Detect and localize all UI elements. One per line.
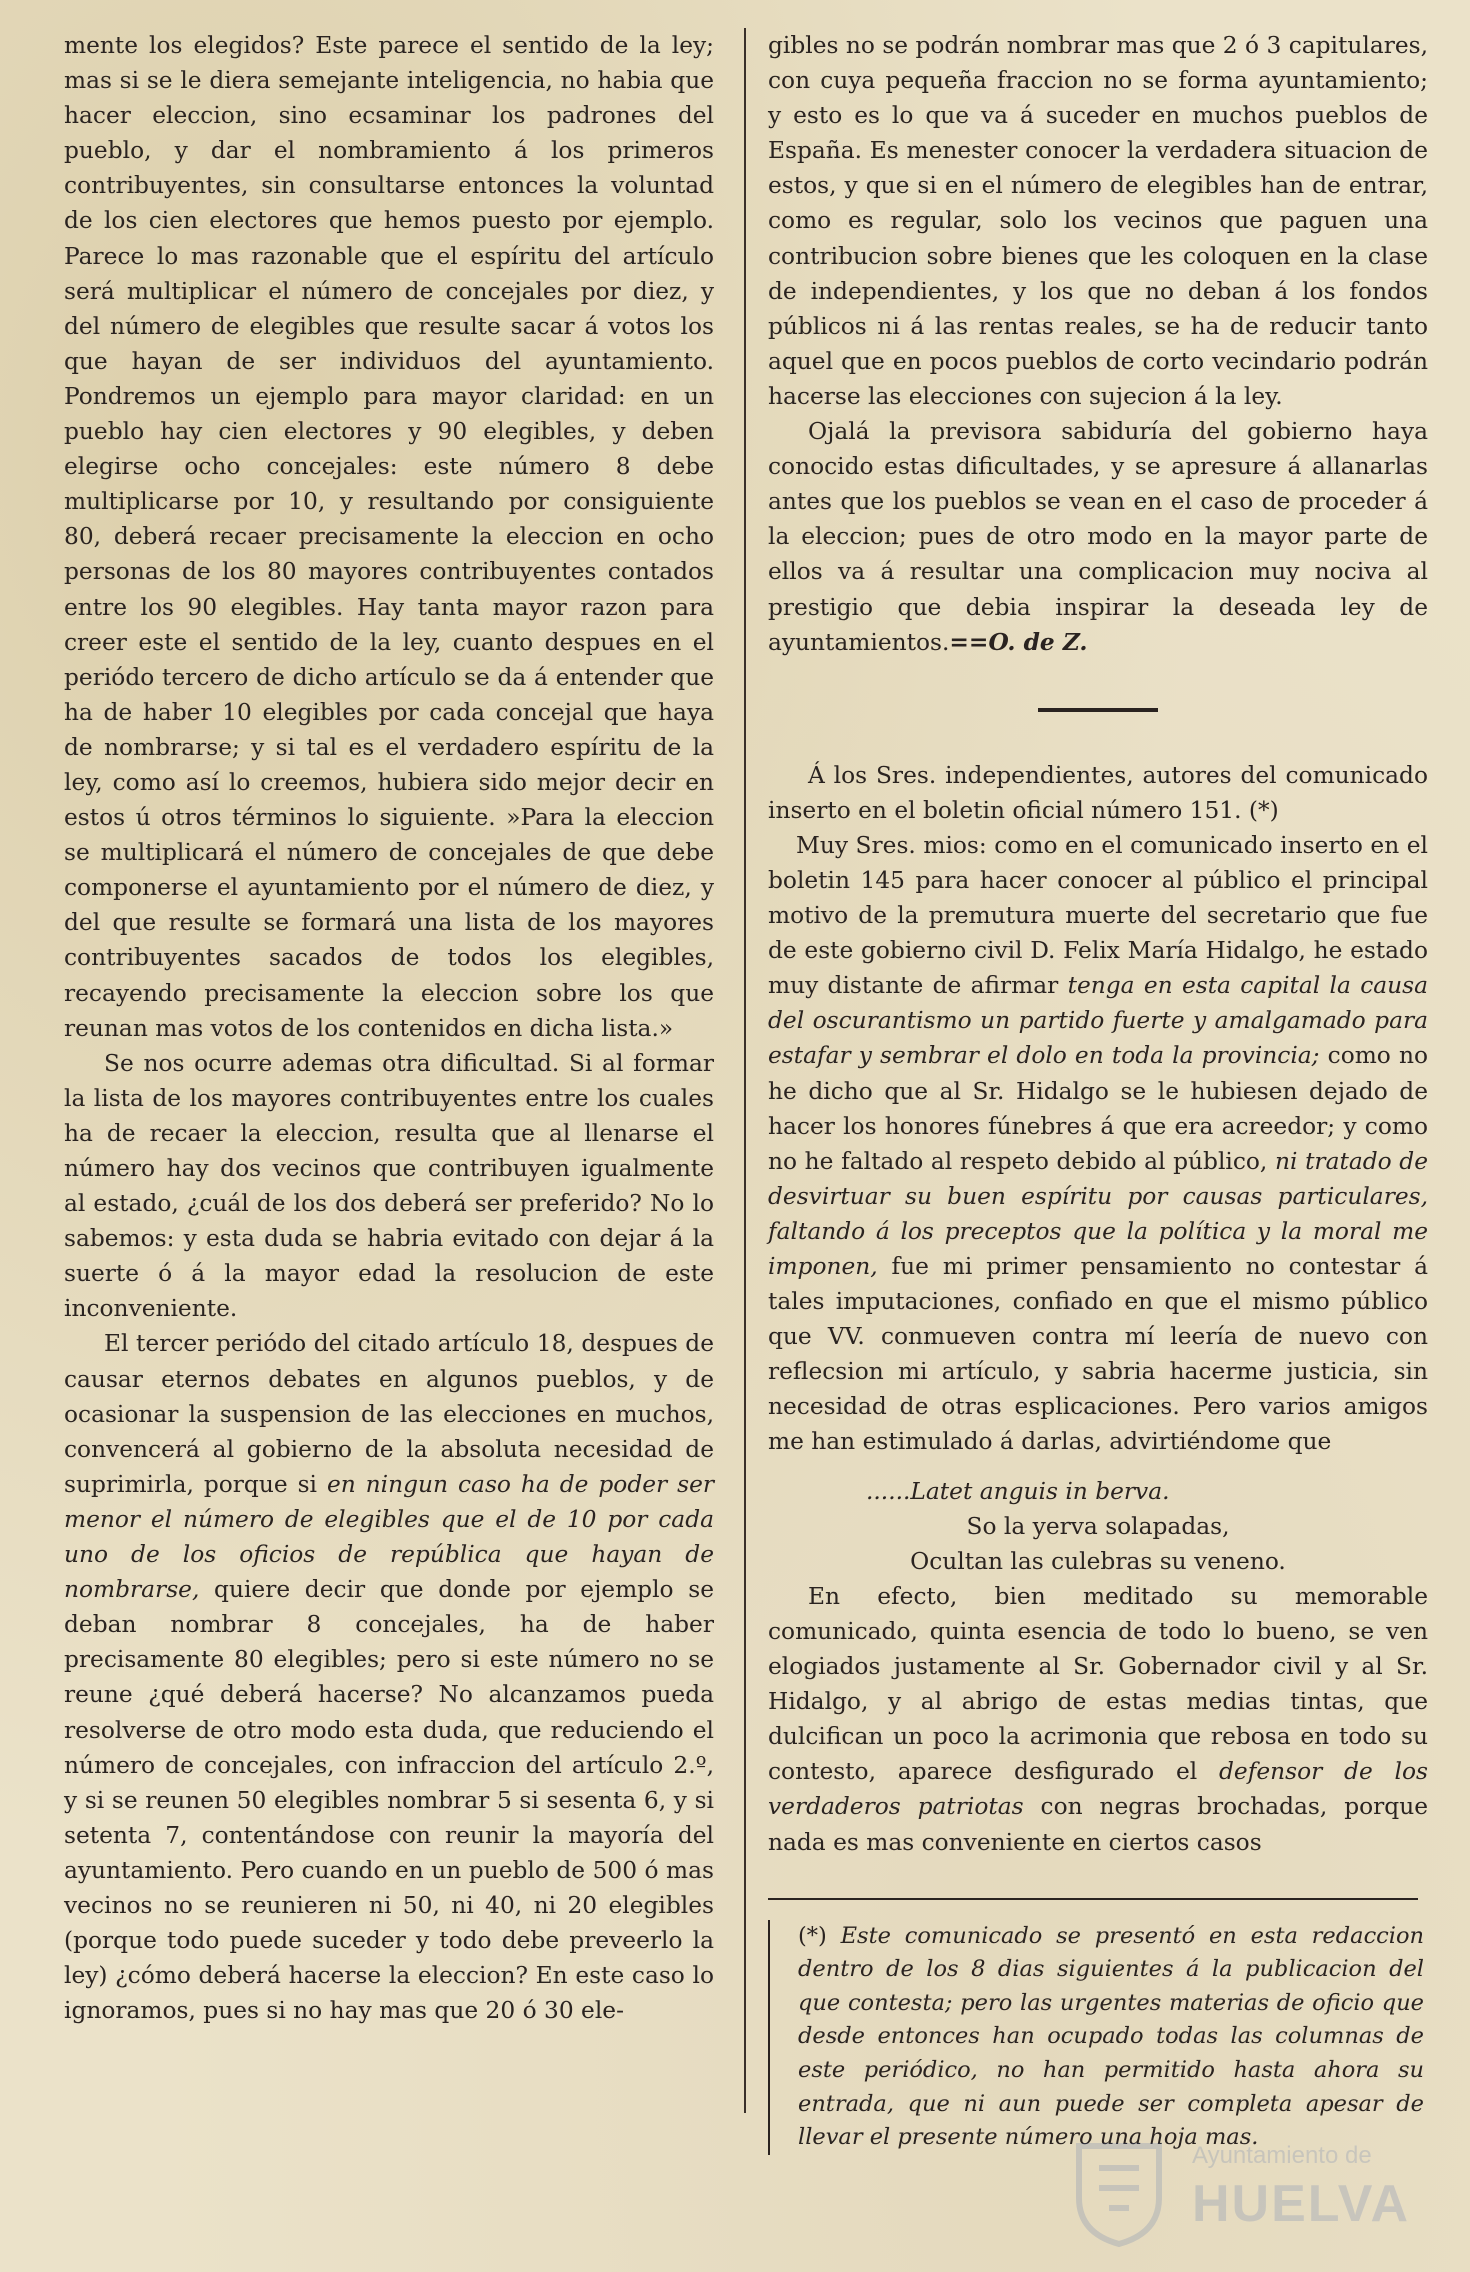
city-emblem-icon: [1064, 2138, 1174, 2248]
letter-p2-italic: defensor de los verdaderos patriotas: [768, 1758, 1428, 1821]
letter-salutation: Muy Sres. mios:: [796, 831, 987, 859]
section-rule: [1038, 708, 1158, 712]
letter-p1-c: fue mi primer pensamiento no contestar á tales imputaciones, confiado en que el mismo público que VV. conmueven contra mí leería de nuevo con reflecsion mi artículo, y sabria hacerme justicia, sin necesidad de otras esplicaciones. Pero varios amigos me han estimulado á darlas, advirtiéndome que: [768, 1253, 1428, 1456]
watermark-line-1: Ayuntamiento de: [1192, 2142, 1372, 2169]
article-signature: ==O. de Z.: [949, 628, 1088, 656]
letter-paragraph-1: [768, 828, 1428, 1460]
quote-latin-text: ......Latet anguis in berva.: [866, 1477, 1170, 1505]
letter-p2-b: con negras brochadas, porque nada es mas conveniente en ciertos casos: [768, 1793, 1428, 1856]
letter-paragraph-2: [768, 1579, 1428, 1860]
letter-heading: Á los Sres. independientes, autores del comunicado inserto en el boletin oficial número 151. (*): [768, 761, 1428, 824]
footnote-rule: [768, 1898, 1418, 1900]
letter-p1-b: como no he dicho que al Sr. Hidalgo se le hubiesen dejado de hacer los honores fúnebres á que era acreedor; y como no he faltado al respeto debido al público,: [768, 1042, 1428, 1175]
right-column: [768, 28, 1428, 2155]
footnote-text: Este comunicado se presentó en esta redaccion dentro de los 8 dias siguientes á la publicacion del que contesta; pero las urgentes materias de oficio que desde entonces han ocupado todas las columnas de este periódico, no han permitido hasta ahora su entrada, que ni aun puede ser completa apesar de llevar el presente número una hoja mas.: [798, 1922, 1425, 2151]
quote-spanish-2: Ocultan las culebras su veneno.: [910, 1547, 1286, 1575]
letter-p2-a: En efecto, bien meditado su memorable comunicado, quinta esencia de todo lo bueno, se ven elogiados justamente al Sr. Gobernador civil y al Sr. Hidalgo, y al abrigo de estas medias tintas, que dulcifican un poco la acrimonia que rebosa en todo su contesto, aparece desfigurado el: [768, 1582, 1428, 1786]
left-paragraph-3: [64, 1326, 714, 2028]
left-paragraph-3-italic: en ningun caso ha de poder ser menor el número de elegibles que el de 10 por cada uno de los oficios de república que hayan de nombrarse,: [64, 1470, 714, 1604]
letter-p1-italic-1: tenga en esta capital la causa del oscurantismo un partido fuerte y amalgamado para estafar y sembrar el dolo en toda la provincia;: [768, 972, 1428, 1070]
right-paragraph-1: gibles no se podrán nombrar mas que 2 ó 3 capitulares, con cuya pequeña fraccion no se forma ayuntamiento; y esto es lo que va á suceder en muchos pueblos de España. Es menester conocer la verdadera situacion de estos, y que si en el número de elegibles han de entrar, como es regular, solo los vecinos que paguen una contribucion sobre bienes que les coloquen en la clase de independientes, y los que no deban á los fondos públicos ni á las rentas reales, se ha de reducir tanto aquel que en pocos pueblos de corto vecindario podrán hacerse las elecciones con sujecion á la ley.: [768, 32, 1428, 410]
column-divider: [744, 28, 746, 2113]
left-column: [64, 28, 714, 2028]
quote-latin: [768, 1474, 1428, 1509]
letter-p1-a: como en el comunicado inserto en el boletin 145 para hacer conocer al público el principal motivo de la premutura muerte del secretario que fue de este gobierno civil D. Felix María Hidalgo, he estado muy distante de afirmar: [768, 831, 1429, 1000]
footnote: [768, 1920, 1428, 2155]
left-paragraph-3-start: El tercer periódo del citado artículo 18, despues de causar eternos debates en algunos pueblos, y de ocasionar la suspension de las elecciones en muchos, convencerá al gobierno de la absoluta necesidad de suprimirla, porque si: [64, 1330, 714, 1498]
quote-spanish-1: So la yerva solapadas,: [966, 1512, 1230, 1540]
watermark: [1064, 2138, 1411, 2248]
letter-p1-italic-2: ni tratado de desvirtuar su buen espíritu por causas particulares, faltando á los preceptos que la política y la moral me imponen,: [768, 1147, 1428, 1280]
right-paragraph-2-text: Ojalá la previsora sabiduría del gobierno haya conocido estas dificultades, y se apresure á allanarlas antes que los pueblos se vean en el caso de proceder á la eleccion; pues de otro modo en la mayor parte de ellos va á resultar una complicacion muy nociva al prestigio que debia inspirar la deseada ley de ayuntamientos.: [768, 418, 1428, 656]
left-paragraph-3-end: quiere decir que donde por ejemplo se deban nombrar 8 concejales, ha de haber precisamente 80 elegibles; pero si este número no se reune ¿qué deberá hacerse? No alcanzamos pueda resolverse de otro modo esta duda, que reduciendo el número de concejales, con infraccion del artículo 2.º, y si se reunen 50 elegibles nombrar 5 si sesenta 6, y si setenta 7, contentándose con reunir la mayoría del ayuntamiento. Pero cuando en un pueblo de 500 ó mas vecinos no se reunieren ni 50, ni 40, ni 20 elegibles (porque todo puede suceder y todo debe preveerlo la ley) ¿cómo deberá hacerse la eleccion? En este caso lo ignoramos, pues si no hay mas que 20 ó 30 ele-: [64, 1576, 714, 2025]
watermark-line-2: HUELVA: [1192, 2175, 1411, 2233]
footnote-mark: (*): [798, 1922, 827, 1949]
left-paragraph-2: Se nos ocurre ademas otra dificultad. Si al formar la lista de los mayores contribuyentes entre los cuales ha de recaer la eleccion, resulta que al llenarse el número hay dos vecinos que contribuyen igualmente al estado, ¿cuál de los dos deberá ser preferido? No lo sabemos: y esta duda se habria evitado con dejar á la suerte ó á la mayor edad la resolucion de este inconveniente.: [64, 1049, 714, 1323]
left-paragraph-1: mente los elegidos? Este parece el sentido de la ley; mas si se le diera semejante inteligencia, no habia que hacer eleccion, sino ecsaminar los padrones del pueblo, y dar el nombramiento á los primeros contribuyentes, sin consultarse entonces la voluntad de los cien electores que hemos puesto por ejemplo. Parece lo mas razonable que el espíritu del artículo será multiplicar el número de concejales por diez, y del número de elegibles que resulte sacar á votos los que hayan de ser individuos del ayuntamiento. Pondremos un ejemplo para mayor claridad: en un pueblo hay cien electores y 90 elegibles, y deben elegirse ocho concejales: este número 8 debe multiplicarse por 10, y resultando por consiguiente 80, deberá recaer precisamente la eleccion en ocho personas de los 80 mayores contribuyentes contados entre los 90 elegibles. Hay tanta mayor razon para creer este el sentido de la ley, cuanto despues en el periódo tercero de dicho artículo se da á entender que ha de haber 10 elegibles por cada concejal que haya de nombrarse; y si tal es el verdadero espíritu de la ley, como así lo creemos, hubiera sido mejor decir en estos ú otros términos lo siguiente. »Para la eleccion se multiplicará el número de concejales de que debe componerse el ayuntamiento por el número de diez, y del que resulte se formará una lista de los mayores contribuyentes sacados de todos los elegibles, recayendo precisamente la eleccion sobre los que reunan mas votos de los contenidos en dicha lista.»: [64, 32, 714, 1042]
right-paragraph-2: [768, 414, 1428, 660]
